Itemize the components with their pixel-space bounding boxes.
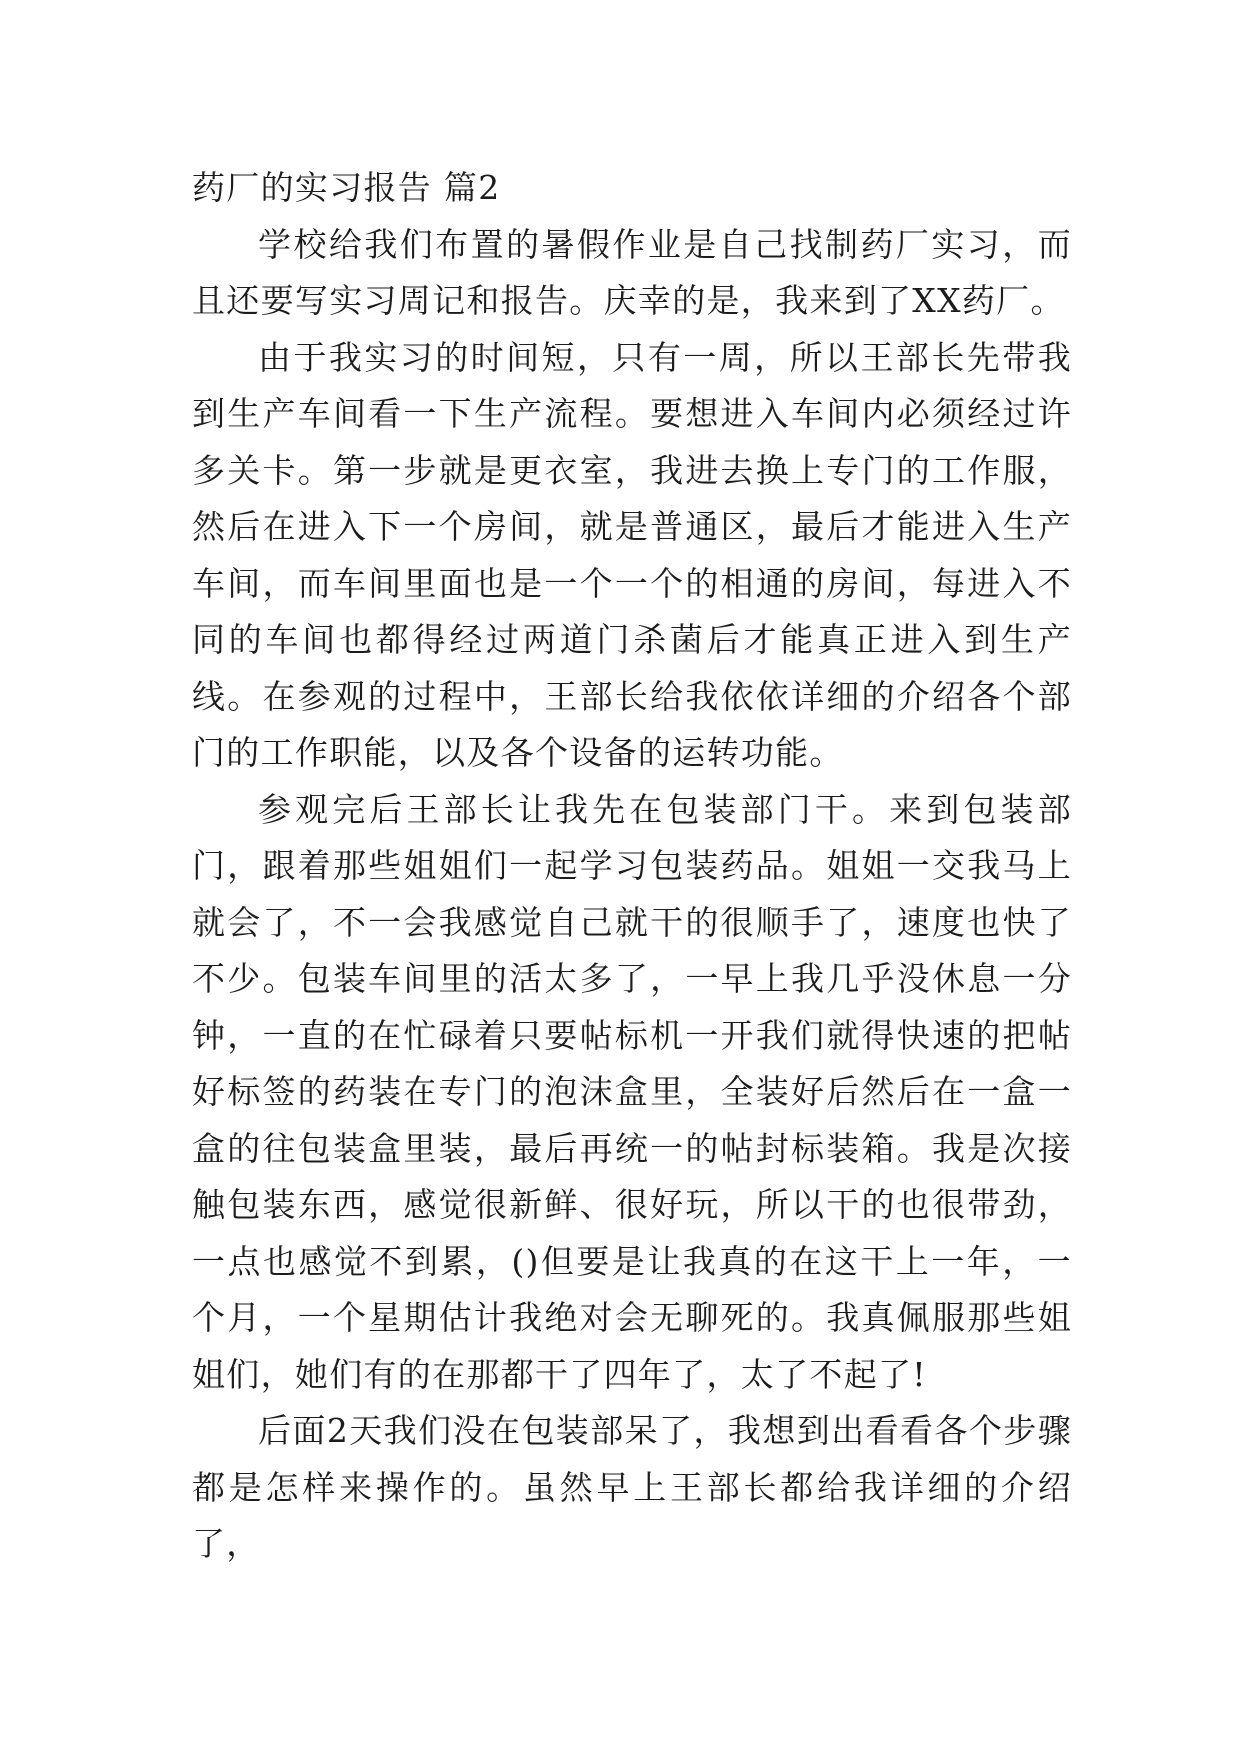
document-title: 药厂的实习报告 篇2	[192, 168, 501, 207]
paragraph-3: 参观完后王部长让我先在包装部门干。来到包装部门，跟着那些姐姐们一起学习包装药品。姐姐一交我马上就会了，不一会我感觉自己就干的很顺手了，速度也快了不少。包装车间里的活太多了，一早上我几乎没休息一分钟，一直的在忙碌着只要帖标机一开我们就得快速的把帖好标签的药装在专门的泡沫盒里，全装好后然后在一盒一盒的往包装盒里装，最后再统一的帖封标装箱。我是次接触包装东西，感觉很新鲜、很好玩，所以干的也很带劲，一点也感觉不到累，()但要是让我真的在这干上一年，一个月，一个星期估计我绝对会无聊死的。我真佩服那些姐姐们，她们有的在那都干了四年了，太了不起了!	[192, 789, 1072, 1394]
paragraph-1: 学校给我们布置的暑假作业是自己找制药厂实习，而且还要写实习周记和报告。庆幸的是，我来到了XX药厂。	[192, 224, 1072, 320]
paragraph-2: 由于我实习的时间短，只有一周，所以王部长先带我到生产车间看一下生产流程。要想进入车间内必须经过许多关卡。第一步就是更衣室，我进去换上专门的工作服，然后在进入下一个房间，就是普通区，最后才能进入生产车间，而车间里面也是一个一个的相通的房间，每进入不同的车间也都得经过两道门杀菌后才能真正进入到生产线。在参观的过程中，王部长给我依依详细的介绍各个部门的工作职能，以及各个设备的运转功能。	[192, 337, 1072, 772]
document-body	[192, 160, 1072, 1573]
paragraph-4: 后面2天我们没在包装部呆了，我想到出看看各个步骤都是怎样来操作的。虽然早上王部长都给我详细的介绍了，	[192, 1411, 1072, 1563]
